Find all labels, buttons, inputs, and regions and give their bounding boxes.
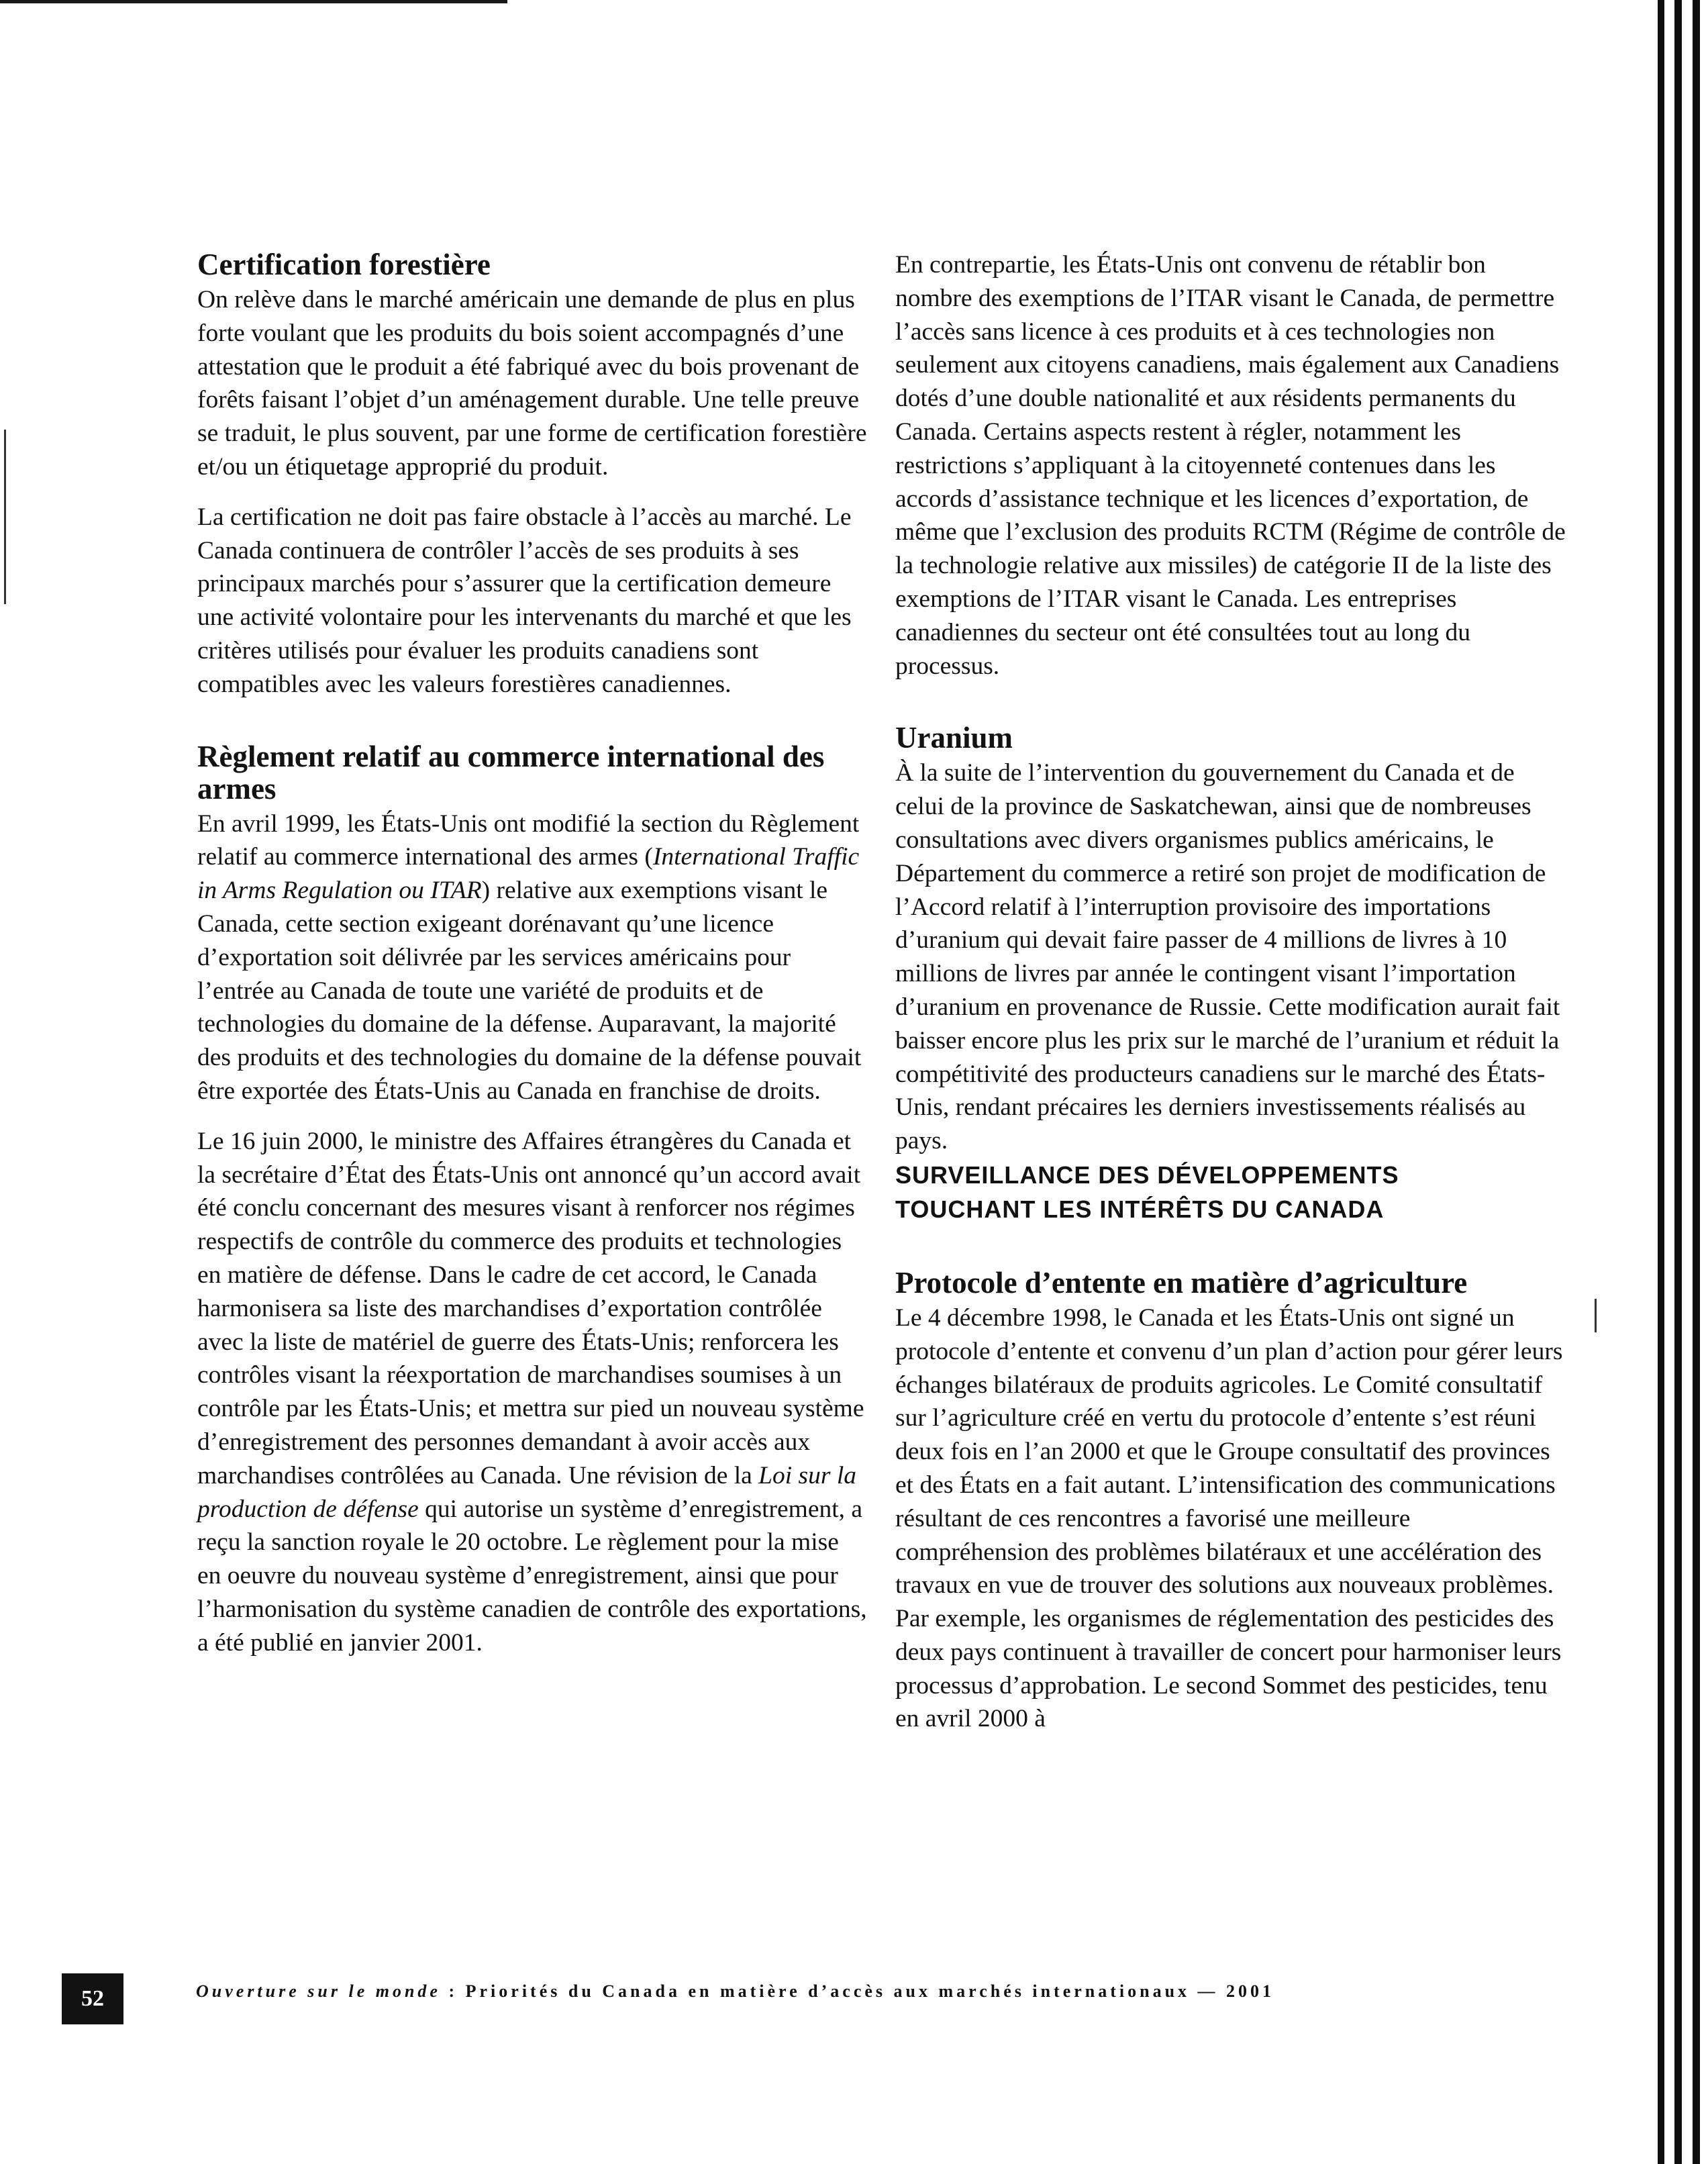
margin-mark bbox=[1595, 1299, 1597, 1332]
edge-bar bbox=[1693, 0, 1700, 2164]
section-title-itar: Règlement relatif au commerce international des armes bbox=[197, 739, 825, 805]
paragraph: Le 16 juin 2000, le ministre des Affaires étrangères du Canada et la secrétaire d’État des États-Unis ont annoncé qu’un accord avait été conclu concernant des mesures visant à renforcer nos régimes respectifs de contrôle du commerce des produits et technologies en matière de défense. Dans le cadre de cet accord, le Canada harmonisera sa liste des marchandises d’exportation contrôlée avec la liste de matériel de guerre des États-Unis; renforcera les contrôles visant la réexportation de marchandises soumises à un contrôle par les États-Unis; et mettra sur pied un nouveau système d’enregistrement des personnes demandant à avoir accès aux marchandises contrôlées au Canada. Une révision de la Loi sur la production de défense qui autorise un système d’enregistrement, a reçu la sanction royale le 20 octobre. Le règlement pour la mise en oeuvre du nouveau système d’enregistrement, ainsi que pour l’harmonisation du système canadien de contrôle des exportations, a été publié en janvier 2001. bbox=[197, 1127, 867, 1657]
margin-mark bbox=[4, 430, 6, 604]
section-title-uranium: Uranium bbox=[895, 721, 1013, 755]
running-footer: Ouverture sur le monde : Priorités du Canada en matière d’accès aux marchés internationaux — 2001 bbox=[196, 1981, 1275, 2001]
page-number: 52 bbox=[62, 1973, 123, 2024]
edge-bar bbox=[1674, 0, 1682, 2164]
top-rule bbox=[0, 0, 507, 3]
paragraph: Le 4 décembre 1998, le Canada et les États-Unis ont signé un protocole d’entente et convenu d’un plan d’action pour gérer leurs échanges bilatéraux de produits agricoles. Le Comité consultatif sur l’agriculture créé en vertu du protocole d’entente s’est réuni deux fois en l’an 2000 et que le Groupe consultatif des provinces et des États en a fait autant. L’intensification des communications résultant de ces rencontres a favorisé une meilleure compréhension des problèmes bilatéraux et une accélération des travaux en vue de trouver des solutions aux nouveaux problèmes. Par exemple, les organismes de réglementation des pesticides des deux pays continuent à travailler de concert pour harmoniser leurs processus d’approbation. Le second Sommet des pesticides, tenu en avril 2000 à bbox=[895, 1304, 1563, 1733]
paragraph: En avril 1999, les États-Unis ont modifié la section du Règlement relatif au commerce international des armes (International Traffic in Arms Regulation ou ITAR) relative aux exemptions visant le Canada, cette section exigeant dorénavant qu’une licence d’exportation soit délivrée par les services américains pour l’entrée au Canada de toute une variété de produits et de technologies du domaine de la défense. Auparavant, la majorité des produits et des technologies du domaine de la défense pouvait être exportée des États-Unis au Canada en franchise de droits. bbox=[197, 809, 862, 1105]
right-column bbox=[895, 248, 1566, 1736]
section-title-certification: Certification forestière bbox=[197, 248, 491, 281]
edge-bar bbox=[1658, 0, 1664, 2164]
left-column bbox=[197, 248, 868, 1659]
chapter-heading: SURVEILLANCE DES DÉVELOPPEMENTS TOUCHANT LES INTÉRÊTS DU CANADA bbox=[895, 1161, 1399, 1223]
paragraph: À la suite de l’intervention du gouvernement du Canada et de celui de la province de Saskatchewan, ainsi que de nombreuses consultations avec divers organismes publics américains, le Département du commerce a retiré son projet de modification de l’Accord relatif à l’interruption provisoire des importations d’uranium qui devait faire passer de 4 millions de livres à 10 millions de livres par année le contingent visant l’importation d’uranium en provenance de Russie. Cette modification aurait fait baisser encore plus les prix sur le marché de l’uranium et réduit la compétitivité des producteurs canadiens sur le marché des États-Unis, rendant précaires les derniers investissements réalisés au pays. bbox=[895, 759, 1560, 1155]
section-title-agriculture: Protocole d’entente en matière d’agriculture bbox=[895, 1265, 1468, 1299]
paragraph: La certification ne doit pas faire obstacle à l’accès au marché. Le Canada continuera de contrôler l’accès de ses produits à ses principaux marchés pour s’assurer que la certification demeure une activité volontaire pour les intervenants du marché et que les critères utilisés pour évaluer les produits canadiens sont compatibles avec les valeurs forestières canadiennes. bbox=[197, 503, 852, 698]
paragraph: On relève dans le marché américain une demande de plus en plus forte voulant que les produits du bois soient accompagnés d’une attestation que le produit a été fabriqué avec du bois provenant de forêts faisant l’objet d’un aménagement durable. Une telle preuve se traduit, le plus souvent, par une forme de certification forestière et/ou un étiquetage approprié du produit. bbox=[197, 286, 867, 481]
paragraph: En contrepartie, les États-Unis ont convenu de rétablir bon nombre des exemptions de l’ITAR visant le Canada, de permettre l’accès sans licence à ces produits et à ces technologies non seulement aux citoyens canadiens, mais également aux Canadiens dotés d’une double nationalité et aux résidents permanents du Canada. Certains aspects restent à régler, notamment les restrictions s’appliquant à la citoyenneté contenues dans les accords d’assistance technique et les licences d’exportation, de même que l’exclusion des produits RCTM (Régime de contrôle de la technologie relative aux missiles) de catégorie II de la liste des exemptions de l’ITAR visant le Canada. Les entreprises canadiennes du secteur ont été consultées tout au long du processus. bbox=[895, 251, 1566, 680]
